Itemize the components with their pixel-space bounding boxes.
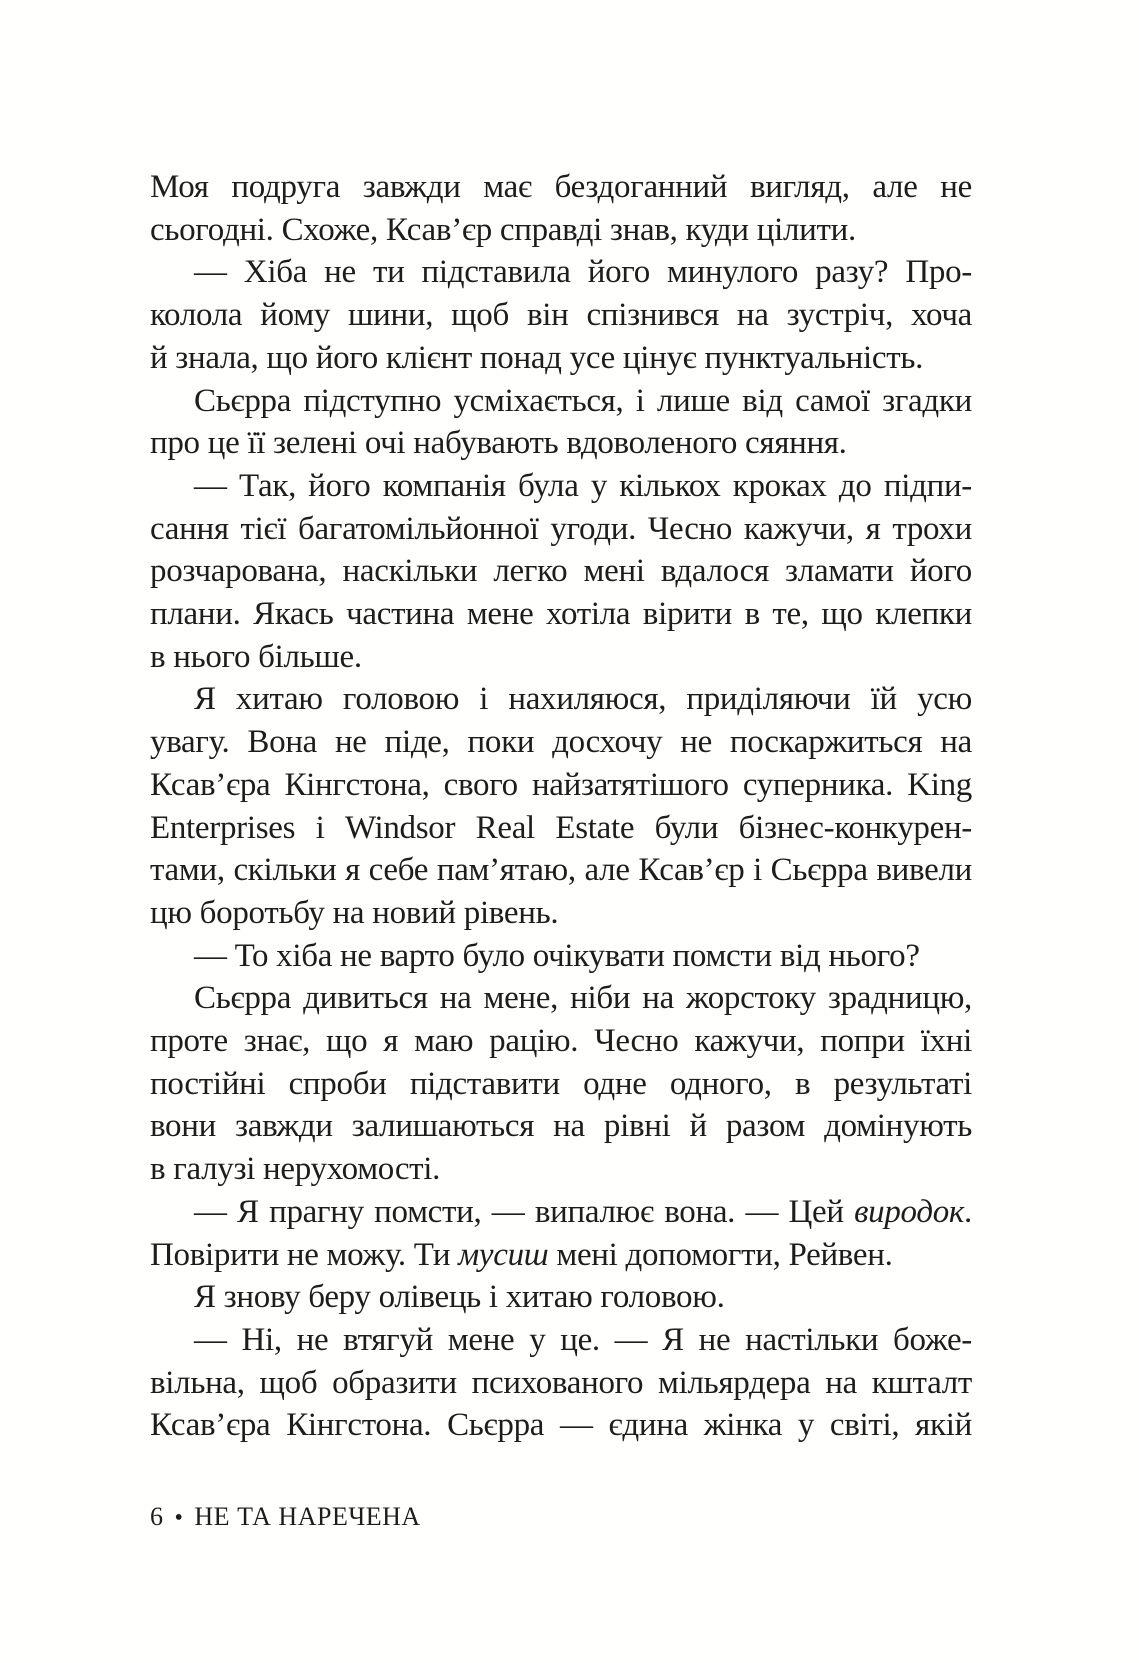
text-line <box>150 422 972 465</box>
text-line <box>150 593 972 636</box>
text-segment: проте знає, що я маю рацію. Чесно кажучи, попри їхні <box>150 1023 972 1060</box>
text-segment: — Хіба не ти підставила його минулого разу? Про- <box>194 254 972 291</box>
italic-text-segment: виродок <box>854 1193 965 1230</box>
text-line <box>150 1105 972 1148</box>
text-block <box>150 166 972 1447</box>
text-segment: Я хитаю головою і нахиляюся, приділяючи їй усю <box>194 681 972 718</box>
text-line <box>150 380 972 423</box>
text-line <box>150 678 972 721</box>
text-segment: вільна, щоб образити психованого мільярдера на кшталт <box>150 1364 972 1401</box>
text-segment: постійні спроби підставити одне одного, в результаті <box>150 1065 972 1102</box>
text-segment: Моя подруга завжди має бездоганний вигляд, але не <box>150 169 972 205</box>
text-line <box>150 892 972 935</box>
running-title: НЕ ТА НАРЕЧЕНА <box>194 1502 421 1531</box>
text-line <box>150 1319 972 1362</box>
text-segment: . <box>964 1193 972 1230</box>
text-line <box>150 1404 972 1447</box>
text-line <box>150 166 972 209</box>
text-line <box>150 935 972 978</box>
text-segment: — Ні, не втягуй мене у це. — Я не настільки боже- <box>194 1321 972 1358</box>
text-segment: цю боротьбу на новий рівень. <box>150 894 559 931</box>
text-line <box>150 636 972 679</box>
text-segment: Ксав’єра Кінгстона, свого найзатятішого суперника. King <box>150 766 972 803</box>
text-line <box>150 294 972 337</box>
text-line <box>150 721 972 764</box>
text-segment: — То хіба не варто було очікувати помсти від нього? <box>194 937 920 974</box>
page-number: 6 <box>150 1502 164 1531</box>
text-line <box>150 508 972 551</box>
text-segment: тами, скільки я себе пам’ятаю, але Ксав’єр і Сьєрра вивели <box>150 852 972 889</box>
text-segment: вони завжди залишаються на рівні й разом домінують <box>150 1108 972 1145</box>
text-segment: Повірити не можу. Ти <box>150 1236 459 1273</box>
text-segment: в галузі нерухомості. <box>150 1151 441 1188</box>
text-line <box>150 1020 972 1063</box>
text-line <box>150 764 972 807</box>
text-line <box>150 1063 972 1106</box>
text-segment: сьогодні. Схоже, Ксав’єр справді знав, куди цілити. <box>150 211 856 248</box>
text-segment: Enterprises і Windsor Real Estate були бізнес-конкурен- <box>150 809 972 846</box>
text-line <box>150 337 972 380</box>
text-line <box>150 465 972 508</box>
text-segment: — Я прагну помсти, — випалює вона. — Цей <box>194 1193 855 1230</box>
italic-text-segment: мусиш <box>458 1236 549 1273</box>
text-segment: Сьєрра підступно усміхається, і лише від самої згадки <box>194 382 972 419</box>
text-segment: Я знову беру олівець і хитаю головою. <box>194 1279 725 1316</box>
text-line <box>150 807 972 850</box>
text-line <box>150 849 972 892</box>
text-segment: увагу. Вона не піде, поки досхочу не поскаржиться на <box>150 724 972 761</box>
text-line <box>150 977 972 1020</box>
text-segment: Ксав’єра Кінгстона. Сьєрра — єдина жінка у світі, якій <box>150 1407 972 1444</box>
text-line <box>150 1191 972 1234</box>
text-segment: — Так, його компанія була у кількох кроках до підпи- <box>194 467 972 504</box>
text-line <box>150 1362 972 1405</box>
text-segment: про це її зелені очі набувають вдоволеного сяяння. <box>150 425 847 462</box>
page-footer <box>150 1501 421 1534</box>
text-line <box>150 1148 972 1191</box>
text-segment: в нього більше. <box>150 638 362 675</box>
text-segment: плани. Якась частина мене хотіла вірити в те, що клепки <box>150 596 972 633</box>
text-line <box>150 1276 972 1319</box>
text-segment: розчарована, наскільки легко мені вдалося зламати його <box>150 553 972 590</box>
text-segment: Сьєрра дивиться на мене, ніби на жорстоку зрадницю, <box>194 980 972 1017</box>
text-line <box>150 251 972 294</box>
text-segment: мені допомогти, Рейвен. <box>548 1236 893 1273</box>
bullet-separator-icon: • <box>174 1505 184 1531</box>
text-line <box>150 209 972 252</box>
text-segment: й знала, що його клієнт понад усе цінує пунктуальність. <box>150 339 924 376</box>
text-line <box>150 550 972 593</box>
text-segment: колола йому шини, щоб він спізнився на зустріч, хоча <box>150 297 972 334</box>
text-segment: сання тієї багатомільйонної угоди. Чесно кажучи, я трохи <box>150 510 972 547</box>
text-line <box>150 1234 972 1277</box>
